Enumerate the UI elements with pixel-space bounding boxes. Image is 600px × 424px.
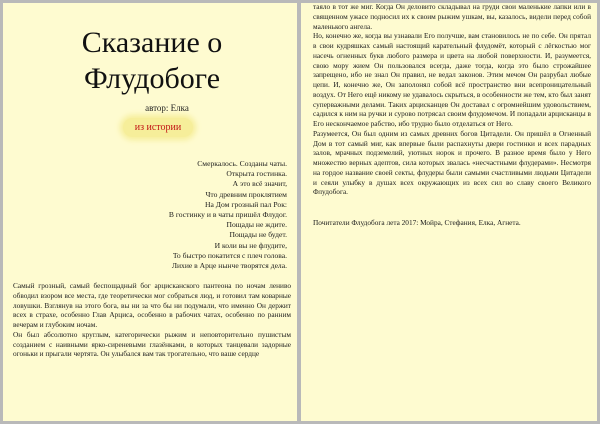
author-label: автор: Елка [145, 103, 189, 113]
source-link-wrap [13, 117, 291, 137]
paragraph: таяло в тот же миг. Когда Он деловито складывал на груди свои маленькие лапки или в священном ужасе подносил их к своим рыжим ушкам, вы, казалось, видели перед собой маленького ангела. [313, 3, 591, 31]
paragraph: Разумеется, Он был одним из самых древних богов Цитадели. Он пришёл в Огненный Дом в тот самый миг, как впервые были распахнуты двери гостинки и всех парадных залов, мрачных подземелий, уютных норок и прочего. В разное время было у Него множество верных адептов, сила которых звалась «несчастными флудерами». Несмотря на гордое название своей секты, флудеры были самыми счастливыми людьми Цитадели и сеяли улыбку в душах всех окружающих из всех сил во славу своего Великого Флудобога. [313, 128, 591, 197]
paragraph: Он был абсолютно круглым, категорически рыжим и неповторительно пушистым созданием с наивными ярко-сиреневыми глазёнками, в которых танцевали задорные огоньки и прыгали чертята. Он улыбался вам так трогательно, что ваше сердце [13, 329, 291, 359]
poem-line: Пощады не ждите. [226, 220, 287, 230]
poem-line: Что древним проклятием [205, 189, 287, 199]
left-prose [13, 281, 291, 359]
title-line-2: Флудобоге [83, 62, 221, 95]
thanks-names: Мойра, Стефания, Елка, Агнета. [418, 218, 521, 227]
story-title [13, 25, 291, 97]
poem-line: В гостинку и в чаты пришёл Флудог. [168, 210, 287, 220]
title-line-1: Сказание о [81, 26, 223, 59]
poem-line: И коли вы не флудите, [214, 240, 287, 250]
right-page [301, 3, 597, 421]
thanks-label: Почитатели Флудобога лета 2017: [313, 218, 419, 227]
poem-line: Открыта гостинка. [226, 169, 287, 179]
poem-line: А это всё значит, [232, 179, 287, 189]
poem-line: Лихие в Арце нынче творятся дела. [171, 261, 287, 271]
source-link[interactable]: из истории [123, 118, 194, 137]
poem-line: То быстро покатится с плеч голова. [172, 250, 287, 260]
poem-line: Смеркалось. Созданы чаты. [197, 159, 287, 168]
thanks-line [313, 218, 591, 228]
poem-line: Пощады не будет. [229, 230, 287, 240]
right-prose [313, 3, 591, 197]
paragraph: Но, конечно же, когда вы узнавали Его получше, вам становилось не по себе. Он прятал в свои кудряшках самый настоящий карательный флудомёт, который с лёгкостью мог насечь огненных букв любого размера и цвета на любой поверхности. И, разумеется, свою мору жием Он пользовался всегда, даже тогда, когда это было строжайшее запрещено, ибо не знал Он правил, не ведал законов. Этим мечом Он разрубал любые цепи. И, конечно же, Он заполонял собой всё пространство вни всепроницательный воздух. От Него ещё никому не удавалось скрыться, в особенности же тем, кто был занят суперважными делами. Таких арцисканцев Он доставал с огромнейшим удовольствием, садился к ним на ручки и сурово потрясал своим флудомечом. И попадали арцисканцы в Его нескончаемое рабство, ибо трудно было отделаться от Него. [313, 31, 591, 128]
paragraph: Самый грозный, самый беспощадный бог арцисканского пантеона по ночам лениво обводил взором все места, где теоретически мог собраться люд, и готовил там коварные ловушки. Взглянув на этого бога, вы ни за что бы ни подумали, что именно Он держит всех в страхе, особенно Глав Арциса, особенно в рабочих чатах, особенно по ранним вечерам и глубоким ночам. [13, 281, 291, 330]
poem-line: На Дом грозный пал Рок: [205, 199, 287, 209]
poem [13, 159, 291, 271]
left-page [3, 3, 297, 421]
